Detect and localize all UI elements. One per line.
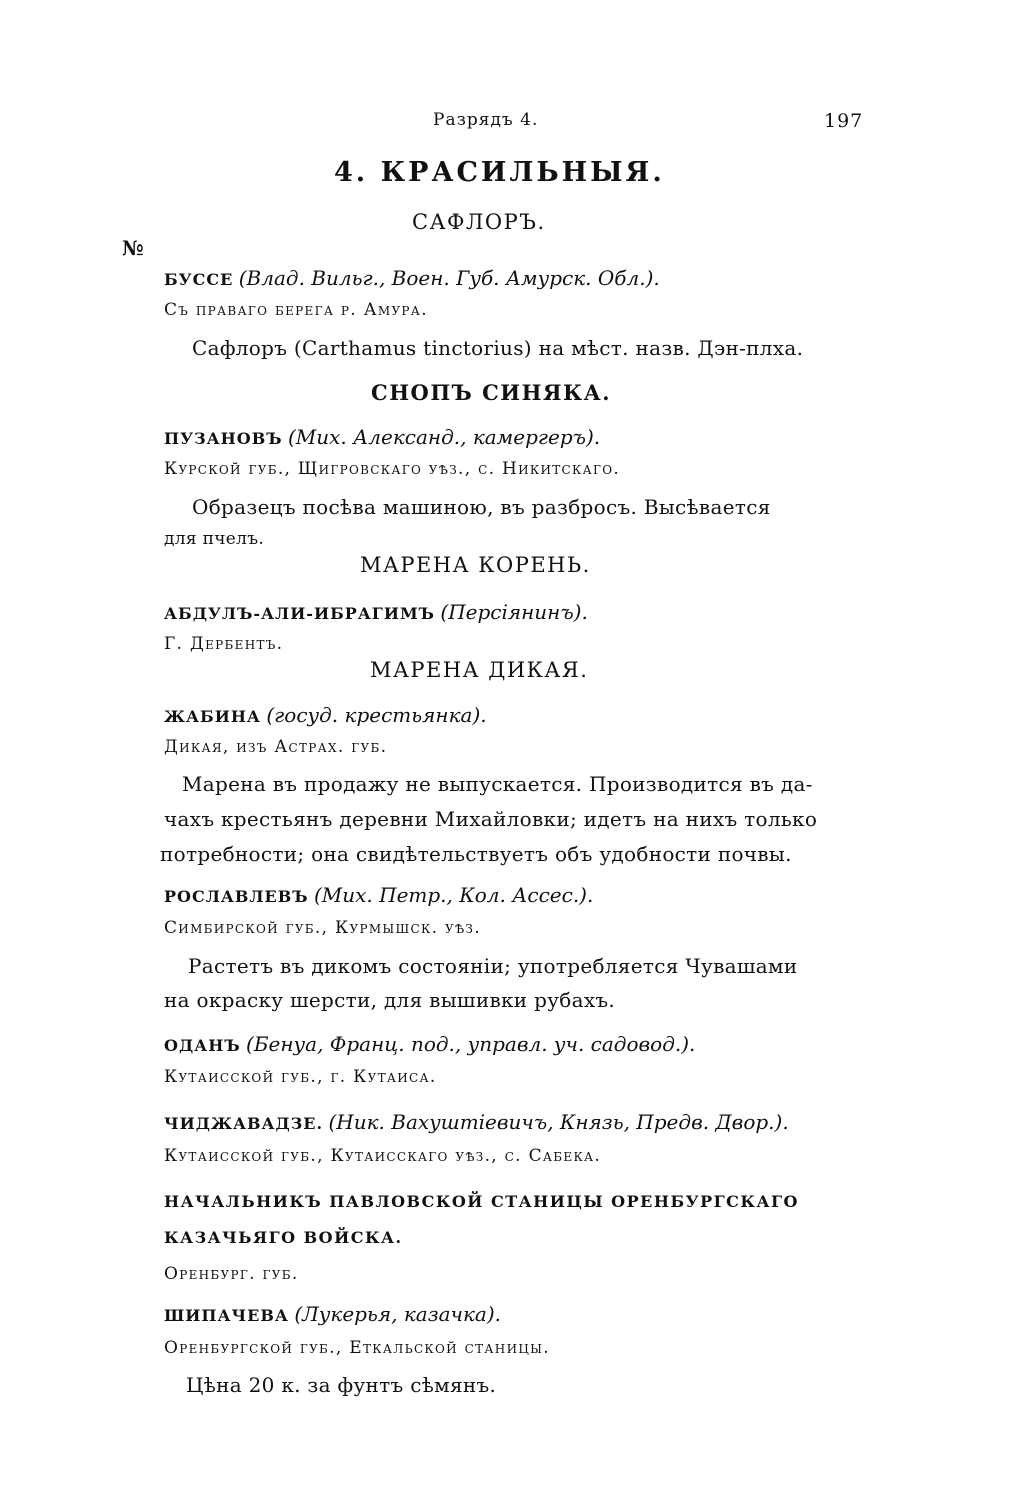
section-title: 4. КРАСИЛЬНЫЯ. (334, 157, 665, 188)
entry-detail: (Лукерья, казачка). (294, 1302, 502, 1326)
entry-name (164, 1110, 789, 1134)
heading-marena-dikaya: МАРЕНА ДИКАЯ. (370, 658, 589, 682)
heading-marena-koren: МАРЕНА КОРЕНЬ. (360, 553, 591, 577)
entry-surname: ОДАНЪ (164, 1036, 241, 1055)
entry-name (164, 266, 660, 290)
entry-name (164, 425, 600, 449)
entry-organization: КАЗАЧЬЯГО ВОЙСКА. (164, 1228, 403, 1247)
entry-place: Курской губ., Щигровскаго уѣз., с. Никитскаго. (164, 459, 621, 479)
entry-place: Дикая, изъ Астрах. губ. (164, 737, 388, 757)
entry-name (164, 1032, 695, 1056)
entry-text: для пчелъ. (164, 529, 265, 549)
entry-surname: РОСЛАВЛЕВЪ (164, 887, 309, 906)
entry-detail: (Мих. Петр., Кол. Ассес.). (313, 883, 594, 907)
entry-place: Оренбург. губ. (164, 1264, 299, 1284)
entry-text: чахъ крестьянъ деревни Михайловки; идетъ на нихъ только (164, 807, 818, 831)
entry-text: потребности; она свидѣтельствуетъ объ удобности почвы. (160, 842, 792, 866)
entry-organization: НАЧАЛЬНИКЪ ПАВЛОВСКОЙ СТАНИЦЫ ОРЕНБУРГСКАГО (164, 1192, 799, 1211)
entry-surname: АБДУЛЪ-АЛИ-ИБРАГИМЪ (164, 604, 435, 623)
entry-name (164, 883, 593, 907)
entry-detail: (госуд. крестьянка). (266, 703, 487, 727)
entry-place: Съ праваго берега р. Амура. (164, 300, 428, 320)
page-number: 197 (824, 110, 864, 132)
entry-detail: (Бенуа, Франц. под., управл. уч. садовод.). (246, 1032, 696, 1056)
heading-snop-sinyaka: СНОПЪ СИНЯКА. (371, 380, 612, 405)
entry-surname: ЧИДЖАВАДЗЕ. (164, 1114, 324, 1133)
entry-name (164, 703, 487, 727)
entry-text: Марена въ продажу не выпускается. Производится въ да- (182, 772, 813, 796)
entry-place: Симбирской губ., Курмышск. уѣз. (164, 918, 481, 938)
entry-name (164, 600, 588, 624)
entry-surname: БУССЕ (164, 270, 234, 289)
entry-text: Цѣна 20 к. за фунтъ сѣмянъ. (186, 1373, 497, 1397)
entry-text: Сафлоръ (Carthamus tinctorius) на мѣст. назв. Дэн-плха. (192, 336, 804, 360)
entry-detail: (Ник. Вахуштіевичъ, Князь, Предв. Двор.). (328, 1110, 789, 1134)
entry-place: Г. Дербентъ. (164, 634, 284, 654)
running-head: Разрядъ 4. (433, 110, 539, 130)
entry-detail: (Влад. Вильг., Воен. Губ. Амурск. Обл.). (238, 266, 660, 290)
entry-surname: ШИПАЧЕВА (164, 1306, 289, 1325)
entry-detail: (Мих. Александ., камергеръ). (287, 425, 601, 449)
entry-name (164, 1302, 501, 1326)
entry-surname: ЖАБИНА (164, 707, 261, 726)
entry-place: Кутаисской губ., Кутаисскаго уѣз., с. Сабека. (164, 1146, 602, 1166)
entry-text: на окраску шерсти, для вышивки рубахъ. (164, 988, 616, 1012)
numero-sign: № (122, 236, 144, 260)
entry-text: Образецъ посѣва машиною, въ разбросъ. Высѣвается (192, 495, 771, 519)
entry-surname: ПУЗАНОВЪ (164, 429, 283, 448)
entry-place: Кутаисской губ., г. Кутаиса. (164, 1067, 437, 1087)
entry-text: Растетъ въ дикомъ состояніи; употребляется Чувашами (188, 954, 798, 978)
entry-place: Оренбургской губ., Еткальской станицы. (164, 1338, 550, 1358)
entry-detail: (Персіянинъ). (440, 600, 588, 624)
heading-saflor: САФЛОРЪ. (412, 210, 546, 234)
